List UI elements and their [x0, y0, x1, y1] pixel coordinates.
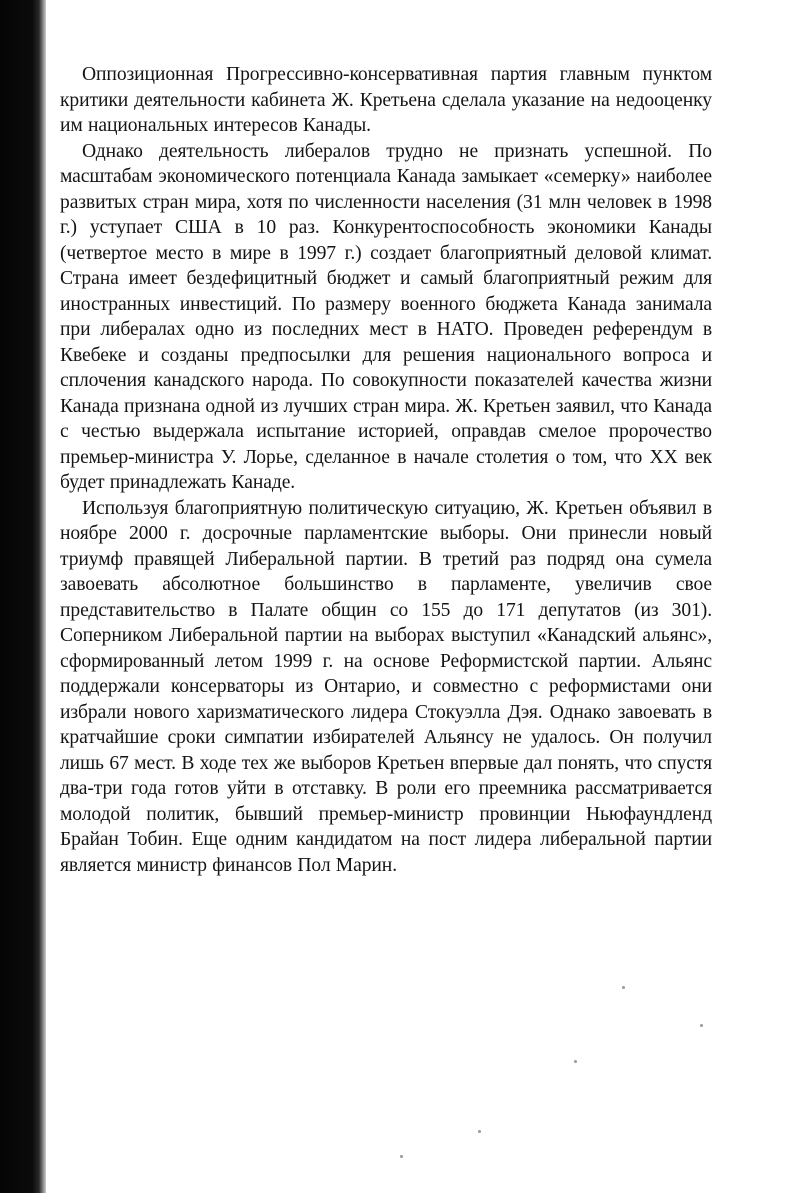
paragraph-1: Оппозиционная Прогрессивно-консервативная партия главным пунктом критики деятельности кабинета Ж. Кретьена сделала указание на недооценку им национальных интересов Канады. — [60, 64, 712, 136]
paragraph-3: Используя благоприятную политическую ситуацию, Ж. Кретьен объявил в ноябре 2000 г. досрочные парламентские выборы. Они принесли новый триумф правящей Либеральной партии. В третий раз подряд она сумела завоевать абсолютное большинство в парламенте, увеличив свое представительство в Палате общин со 155 до 171 депутатов (из 301). Соперником Либеральной партии на выборах выступил «Канадский альянс», сформированный летом 1999 г. на основе Реформистской партии. Альянс поддержали консерваторы из Онтарио, и совместно с реформистами они избрали нового харизматического лидера Стокуэлла Дэя. Однако завоевать в кратчайшие сроки симпатии избирателей Альянсу не удалось. Он получил лишь 67 мест. В ходе тех же выборов Кретьен впервые дал понять, что спустя два-три года готов уйти в отставку. В роли его преемника рассматривается молодой политик, бывший премьер-министр провинции Ньюфаундленд Брайан Тобин. Еще одним кандидатом на пост лидера либеральной партии является министр финансов Пол Марин. — [60, 497, 712, 876]
scan-speck — [622, 986, 625, 989]
paragraph-2: Однако деятельность либералов трудно не признать успешной. По масштабам экономического потенциала Канада замыкает «семерку» наиболее развитых стран мира, хотя по численности населения (31 млн человек в 1998 г.) уступает США в 10 раз. Конкурентоспособность экономики Канады (четвертое место в мире в 1997 г.) создает благоприятный деловой климат. Страна имеет бездефицитный бюджет и самый благоприятный режим для иностранных инвестиций. По размеру военного бюджета Канада занимала при либералах одно из последних мест в НАТО. Проведен референдум в Квебеке и созданы предпосылки для решения национального вопроса и сплочения канадского народа. По совокупности показателей качества жизни Канада признана одной из лучших стран мира. Ж. Кретьен заявил, что Канада с честью выдержала испытание историей, оправдав смелое пророчество премьер-министра У. Лорье, сделанное в начале столетия о том, что XX век будет принадлежать Канаде. — [60, 140, 712, 493]
scan-speck — [700, 1024, 703, 1027]
scan-dark-edge — [0, 0, 46, 1193]
scan-speck — [400, 1155, 403, 1158]
scan-speck — [574, 1060, 577, 1063]
scan-speck — [478, 1130, 481, 1133]
book-page — [60, 62, 712, 1172]
